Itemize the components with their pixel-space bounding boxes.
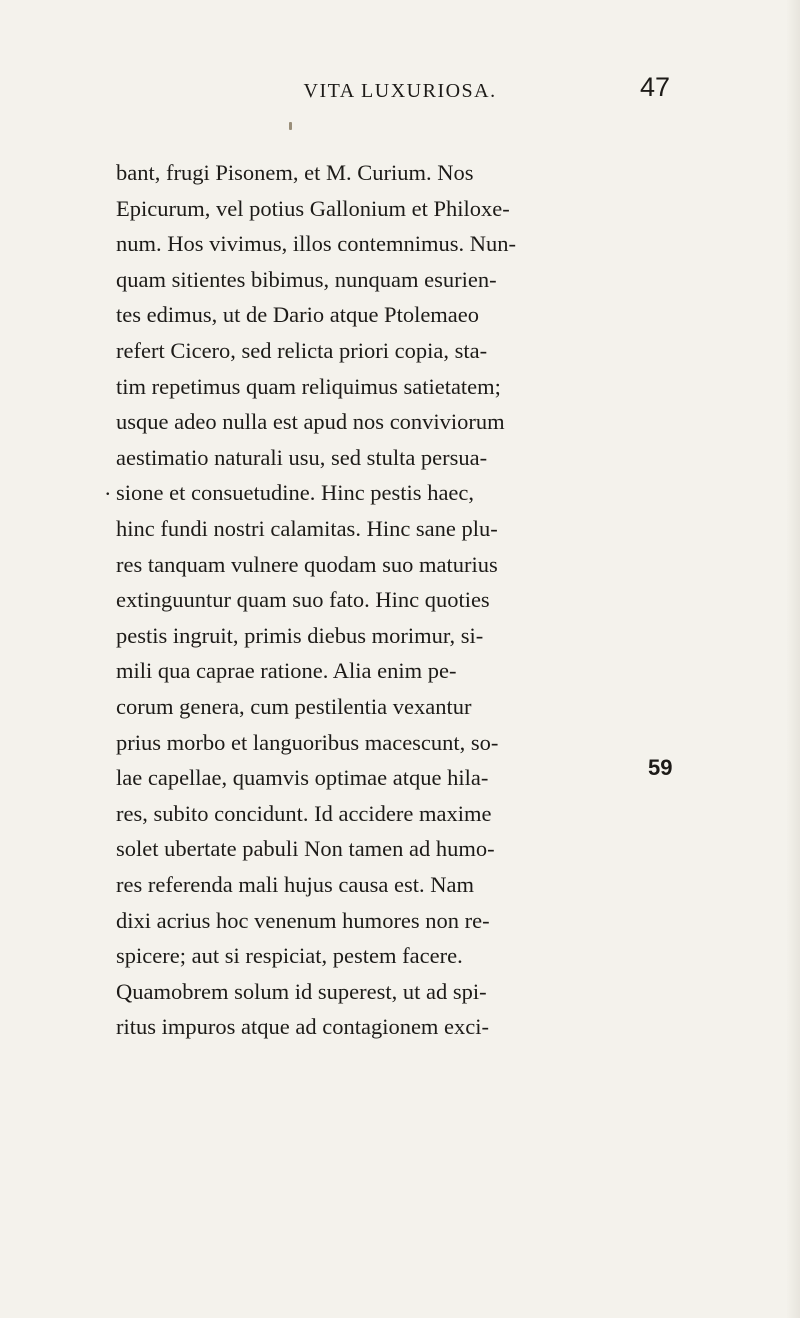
text-line: sione et consuetudine. Hinc pestis haec, (116, 480, 475, 506)
text-line: dixi acrius hoc venenum humores non re- (116, 907, 490, 933)
text-line: lae capellae, quamvis optimae atque hila- (116, 765, 489, 791)
text-line: res, subito concidunt. Id accidere maxime (116, 800, 492, 826)
running-head (0, 72, 800, 112)
text-line: prius morbo et languoribus macescunt, so- (116, 729, 499, 755)
margin-dot: . (105, 475, 111, 500)
text-line: aestimatio naturali usu, sed stulta persua- (116, 444, 488, 470)
page-edge-shadow (786, 0, 800, 1318)
text-line: mili qua caprae ratione. Alia enim pe- (116, 658, 457, 684)
marginal-number: 59 (648, 755, 673, 780)
running-title: VITA LUXURIOSA. (303, 80, 497, 102)
text-line: quam sitientes bibimus, nunquam esurien- (116, 266, 497, 292)
text-line: Quamobrem solum id superest, ut ad spi- (116, 978, 487, 1004)
text-line: corum genera, cum pestilentia vexantur (116, 694, 472, 719)
text-line: Epicurum, vel potius Gallonium et Philoxe- (116, 195, 510, 221)
page-number: 47 (640, 72, 671, 102)
text-line: num. Hos vivimus, illos contemnimus. Nun- (116, 231, 517, 257)
ink-speck (289, 122, 292, 130)
text-line: res tanquam vulnere quodam suo maturius (116, 551, 498, 577)
text-line: hinc fundi nostri calamitas. Hinc sane plu- (116, 516, 498, 541)
text-line: tim repetimus quam reliquimus satietatem; (116, 373, 501, 399)
text-line: ritus impuros atque ad contagionem exci- (116, 1014, 490, 1040)
text-line: extinguuntur quam suo fato. Hinc quoties (116, 587, 490, 613)
text-line: solet ubertate pabuli Non tamen ad humo- (116, 836, 495, 862)
text-line: bant, frugi Pisonem, et M. Curium. Nos (116, 160, 474, 185)
text-line: refert Cicero, sed relicta priori copia, sta- (116, 338, 488, 363)
text-line: spicere; aut si respiciat, pestem facere. (116, 943, 463, 969)
text-line: pestis ingruit, primis diebus morimur, si- (116, 622, 484, 648)
text-line: res referenda mali hujus causa est. Nam (116, 872, 474, 897)
text-line: tes edimus, ut de Dario atque Ptolemaeo (116, 302, 480, 328)
text-line: usque adeo nulla est apud nos conviviorum (116, 409, 505, 435)
